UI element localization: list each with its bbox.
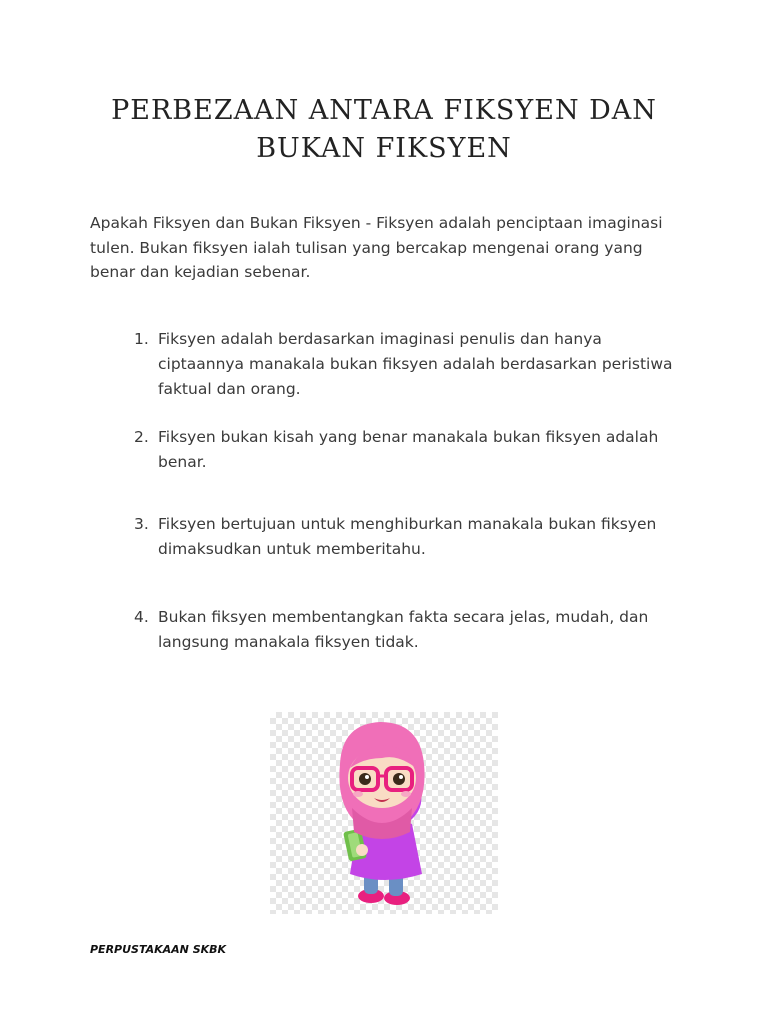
- hijab-girl-icon: [270, 712, 498, 914]
- intro-paragraph: Apakah Fiksyen dan Bukan Fiksyen - Fiksyen adalah penciptaan imaginasi tulen. Bukan fiksyen ialah tulisan yang bercakap mengenai orang yang benar dan kejadian sebenar.: [90, 214, 663, 281]
- page-title: [90, 92, 678, 168]
- hijab-girl-illustration: [270, 712, 498, 914]
- list-item: [134, 512, 674, 562]
- list-item: [134, 605, 674, 655]
- list-item: [134, 327, 674, 402]
- list-number: 3.: [134, 515, 149, 533]
- list-text: Fiksyen bukan kisah yang benar manakala bukan fiksyen adalah benar.: [158, 428, 659, 471]
- list-item: [134, 425, 674, 475]
- list-number: 2.: [134, 428, 149, 446]
- list-text: Fiksyen adalah berdasarkan imaginasi penulis dan hanya ciptaannya manakala bukan fiksyen adalah berdasarkan peristiwa faktual dan orang.: [158, 330, 673, 398]
- list-number: 1.: [134, 330, 149, 348]
- list-number: 4.: [134, 608, 149, 626]
- title-line-2: BUKAN FIKSYEN: [256, 133, 512, 164]
- footer-label: PERPUSTAKAAN SKBK: [90, 943, 227, 956]
- list-text: Fiksyen bertujuan untuk menghiburkan manakala bukan fiksyen dimaksudkan untuk memberitahu.: [158, 515, 657, 558]
- list-text: Bukan fiksyen membentangkan fakta secara jelas, mudah, dan langsung manakala fiksyen tidak.: [158, 608, 649, 651]
- title-line-1: PERBEZAAN ANTARA FIKSYEN DAN: [111, 95, 657, 126]
